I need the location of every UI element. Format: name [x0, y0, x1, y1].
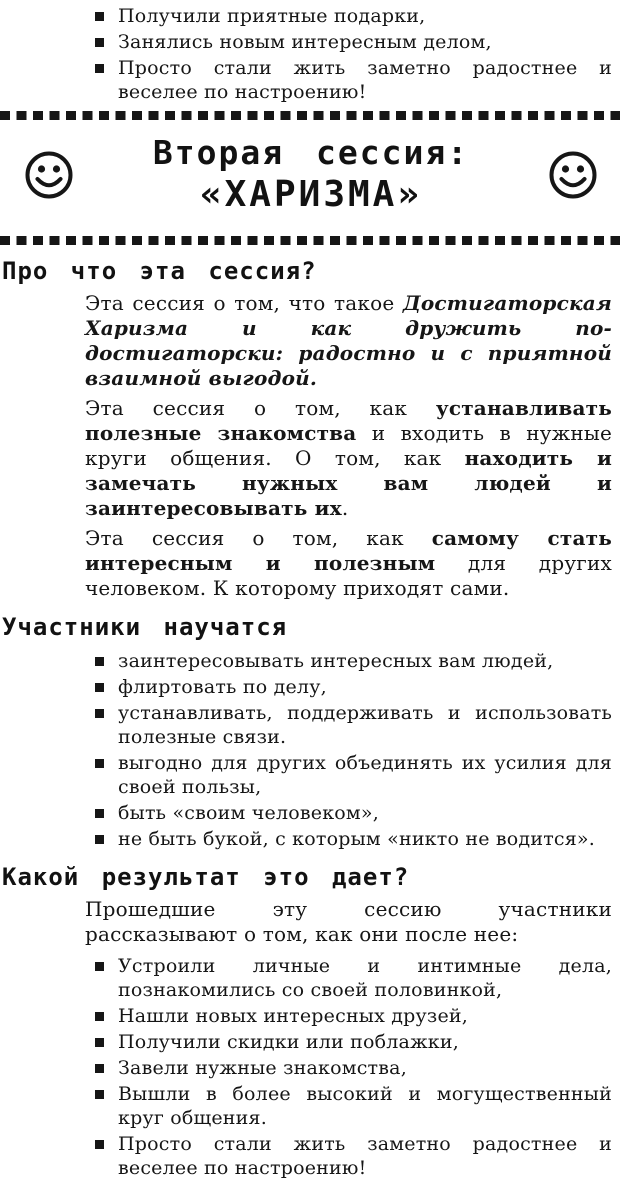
list-item — [95, 675, 612, 699]
list-item-text: не быть букой, с которым «никто не водится». — [118, 828, 595, 850]
list-item-text: Занялись новым интересным делом, — [118, 31, 492, 53]
square-bullet-icon — [95, 1012, 104, 1021]
list-item-text: устанавливать, поддерживать и использовать полезные связи. — [118, 702, 612, 748]
paragraph-text: и входить в нужные круги общения. О том, как — [85, 421, 613, 470]
results-intro-paragraph: Прошедшие эту сессию участники рассказывают о том, как они после нее: — [85, 897, 612, 946]
paragraph-text: Эта сессия о том, как — [85, 396, 436, 420]
smiley-face-icon — [24, 150, 74, 200]
list-item — [95, 701, 612, 749]
list-item-text: заинтересовывать интересных вам людей, — [118, 650, 554, 672]
square-bullet-icon — [95, 1140, 104, 1149]
list-item-text: флиртовать по делу, — [118, 676, 327, 698]
list-item-text: Нашли новых интересных друзей, — [118, 1005, 469, 1027]
list-item-text: Завели нужные знакомства, — [118, 1057, 407, 1079]
square-bullet-icon — [95, 835, 104, 844]
smiley-face-icon — [548, 150, 598, 200]
list-item — [95, 4, 612, 28]
banner-title-line-2: «ХАРИЗМА» — [199, 174, 423, 215]
paragraph-emphasis-text: Достигаторская Харизма и как дружить по-достигаторски: радостно и с приятной взаимной выгодой. — [85, 291, 612, 390]
list-item-text: Просто стали жить заметно радостнее и веселее по настроению! — [118, 1133, 612, 1179]
list-item-text: Устроили личные и интимные дела, познакомились со своей половинкой, — [118, 955, 612, 1001]
results-list — [0, 952, 620, 1180]
list-item — [95, 649, 612, 673]
list-item — [95, 954, 612, 1002]
about-paragraph-3 — [85, 526, 612, 601]
list-item — [95, 56, 612, 104]
square-bullet-icon — [95, 38, 104, 47]
paragraph-text: для других человеком. К которому приходят сами. — [85, 551, 612, 600]
square-bullet-icon — [95, 12, 104, 21]
square-bullet-icon — [95, 64, 104, 73]
list-item-text: быть «своим человеком», — [118, 802, 379, 824]
paragraph-bold-text: самому стать интересным и полезным — [85, 526, 612, 575]
paragraph-bold-text: находить и замечать нужных вам людей и заинтересовывать их — [85, 446, 612, 520]
section-heading-results: Какой результат это дает? — [2, 863, 410, 891]
paragraph-text: Эта сессия о том, что такое — [85, 291, 403, 315]
list-item — [95, 1132, 612, 1180]
about-paragraph-1 — [85, 291, 612, 391]
list-item — [95, 801, 612, 825]
about-paragraph-2 — [85, 396, 612, 521]
list-item — [95, 1082, 612, 1130]
paragraph-text: Эта сессия о том, как — [85, 526, 432, 550]
list-item — [95, 827, 612, 851]
paragraph-text: . — [341, 496, 349, 520]
dashed-divider-top — [0, 111, 620, 120]
banner-title-line-1: Вторая сессия: — [152, 133, 470, 172]
square-bullet-icon — [95, 759, 104, 768]
list-item — [95, 30, 612, 54]
session-banner — [0, 120, 620, 229]
section-heading-about: Про что эта сессия? — [2, 257, 317, 285]
square-bullet-icon — [95, 809, 104, 818]
top-benefits-list — [0, 2, 620, 104]
banner-title — [74, 133, 548, 217]
section-heading-learn: Участники научатся — [2, 613, 288, 641]
list-item — [95, 1056, 612, 1080]
square-bullet-icon — [95, 683, 104, 692]
list-item-text: Получили приятные подарки, — [118, 5, 426, 27]
square-bullet-icon — [95, 962, 104, 971]
list-item-text: Просто стали жить заметно радостнее и веселее по настроению! — [118, 57, 612, 103]
square-bullet-icon — [95, 657, 104, 666]
list-item — [95, 751, 612, 799]
list-item-text: Вышли в более высокий и могущественный круг общения. — [118, 1083, 612, 1129]
learn-list — [0, 647, 620, 851]
list-item-text: Получили скидки или поблажки, — [118, 1031, 459, 1053]
square-bullet-icon — [95, 1064, 104, 1073]
list-item — [95, 1030, 612, 1054]
dashed-divider-bottom — [0, 236, 620, 245]
square-bullet-icon — [95, 709, 104, 718]
paragraph-bold-text: устанавливать полезные знакомства — [85, 396, 612, 445]
list-item-text: выгодно для других объединять их усилия для своей пользы, — [118, 752, 612, 798]
square-bullet-icon — [95, 1038, 104, 1047]
list-item — [95, 1004, 612, 1028]
